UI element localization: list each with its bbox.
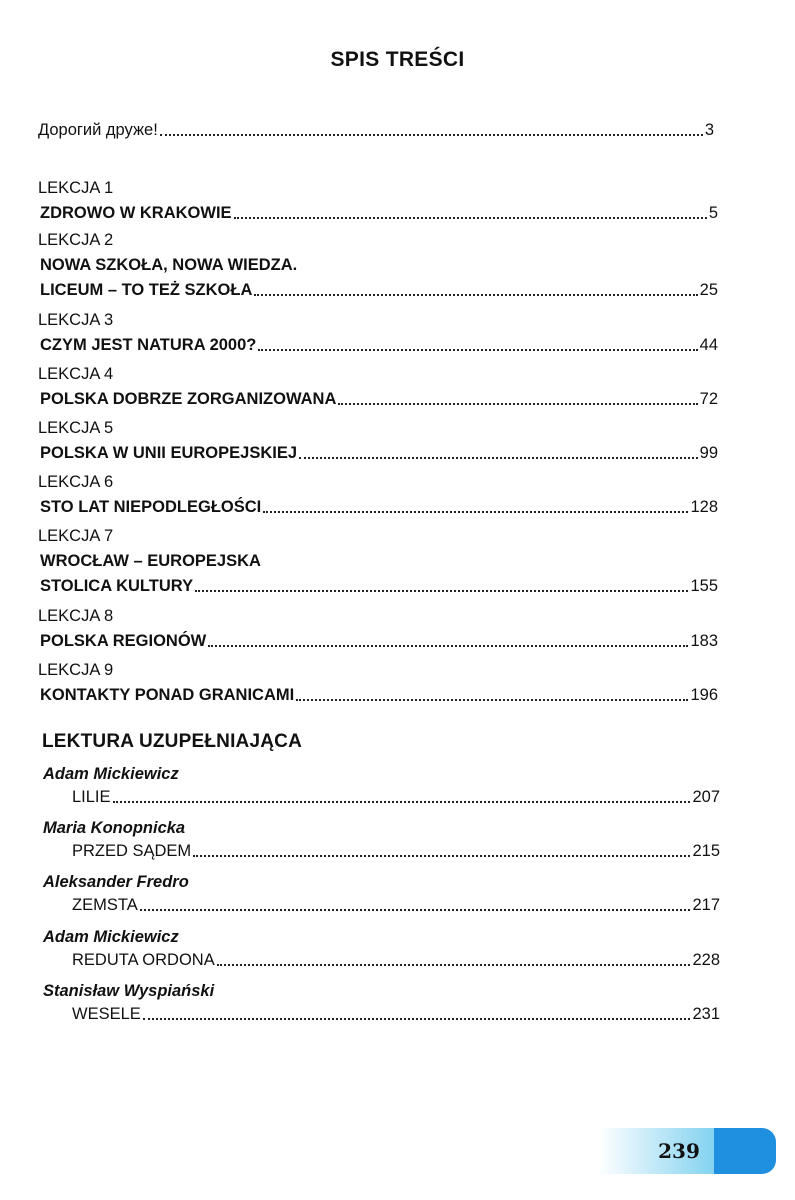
toc-entry-title: STOLICA KULTURY [40, 577, 194, 595]
toc-entry-page: 183 [690, 632, 718, 650]
dot-leader [113, 800, 691, 803]
toc-entry-page: 3 [704, 121, 714, 139]
toc-entry-title: REDUTA ORDONA [72, 951, 215, 969]
dot-leader [299, 456, 698, 459]
toc-entry-reading-1[interactable] [72, 787, 720, 807]
lesson-title-line[interactable]: NOWA SZKOŁA, NOWA WIEDZA. [40, 256, 298, 274]
toc-entry-title: WESELE [72, 1005, 141, 1023]
toc-entry-lesson-7[interactable] [40, 576, 718, 596]
toc-entry-lesson-8[interactable] [40, 631, 718, 651]
toc-entry-page: 44 [699, 336, 718, 354]
toc-entry-page: 196 [690, 686, 718, 704]
dot-leader [195, 589, 688, 592]
reading-author: Adam Mickiewicz [43, 928, 179, 946]
toc-entry-lesson-6[interactable] [40, 497, 718, 517]
dot-leader [217, 963, 691, 966]
toc-entry-intro[interactable] [38, 120, 714, 140]
reading-author: Stanisław Wyspiański [43, 982, 215, 1000]
toc-entry-page: 228 [692, 951, 720, 969]
toc-entry-reading-3[interactable] [72, 895, 720, 915]
dot-leader [263, 510, 688, 513]
toc-entry-reading-4[interactable] [72, 950, 720, 970]
lesson-label: LEKCJA 3 [38, 311, 114, 329]
reading-author: Aleksander Fredro [43, 873, 189, 891]
dot-leader [193, 854, 690, 857]
toc-entry-lesson-4[interactable] [40, 389, 718, 409]
lesson-label: LEKCJA 6 [38, 473, 114, 491]
toc-entry-title: POLSKA DOBRZE ZORGANIZOWANA [40, 390, 337, 408]
toc-entry-lesson-1[interactable] [40, 203, 718, 223]
reading-author: Maria Konopnicka [43, 819, 186, 837]
toc-entry-title: LILIE [72, 788, 111, 806]
toc-entry-title: POLSKA W UNII EUROPEJSKIEJ [40, 444, 298, 462]
dot-leader [234, 216, 707, 219]
toc-entry-title: PRZED SĄDEM [72, 842, 192, 860]
toc-entry-page: 99 [699, 444, 718, 462]
toc-entry-page: 155 [690, 577, 718, 595]
dot-leader [338, 402, 697, 405]
dot-leader [208, 644, 688, 647]
toc-entry-title: Дорогий друже! [38, 121, 158, 139]
toc-entry-page: 25 [699, 281, 718, 299]
toc-entry-lesson-5[interactable] [40, 443, 718, 463]
page-number: 239 [658, 1139, 700, 1163]
lesson-label: LEKCJA 5 [38, 419, 114, 437]
toc-entry-lesson-3[interactable] [40, 335, 718, 355]
toc-entry-page: 217 [692, 896, 720, 914]
toc-entry-lesson-2[interactable] [40, 280, 718, 300]
toc-entry-title: STO LAT NIEPODLEGŁOŚCI [40, 498, 262, 516]
toc-entry-title: POLSKA REGIONÓW [40, 632, 207, 650]
toc-entry-page: 72 [699, 390, 718, 408]
toc-entry-title: LICEUM – TO TEŻ SZKOŁA [40, 281, 253, 299]
lesson-label: LEKCJA 1 [38, 179, 114, 197]
page-tab [714, 1128, 776, 1174]
dot-leader [296, 698, 688, 701]
toc-entry-lesson-9[interactable] [40, 685, 718, 705]
dot-leader [258, 348, 697, 351]
lesson-label: LEKCJA 7 [38, 527, 114, 545]
dot-leader [160, 133, 703, 136]
lesson-label: LEKCJA 9 [38, 661, 114, 679]
toc-entry-reading-2[interactable] [72, 841, 720, 861]
toc-entry-page: 215 [692, 842, 720, 860]
dot-leader [140, 908, 691, 911]
toc-entry-title: ZDROWO W KRAKOWIE [40, 204, 232, 222]
section-heading: LEKTURA UZUPEŁNIAJĄCA [42, 731, 302, 752]
toc-entry-page: 207 [692, 788, 720, 806]
lesson-title-line[interactable]: WROCŁAW – EUROPEJSKA [40, 552, 261, 570]
toc-entry-title: KONTAKTY PONAD GRANICAMI [40, 686, 295, 704]
lesson-label: LEKCJA 2 [38, 231, 114, 249]
dot-leader [143, 1017, 691, 1020]
lesson-label: LEKCJA 8 [38, 607, 114, 625]
toc-entry-title: CZYM JEST NATURA 2000? [40, 336, 257, 354]
reading-author: Adam Mickiewicz [43, 765, 179, 783]
toc-entry-page: 5 [708, 204, 718, 222]
dot-leader [254, 293, 697, 296]
toc-entry-page: 128 [690, 498, 718, 516]
toc-entry-reading-5[interactable] [72, 1004, 720, 1024]
toc-entry-title: ZEMSTA [72, 896, 138, 914]
page-title: SPIS TREŚCI [330, 48, 465, 71]
lesson-label: LEKCJA 4 [38, 365, 114, 383]
toc-entry-page: 231 [692, 1005, 720, 1023]
